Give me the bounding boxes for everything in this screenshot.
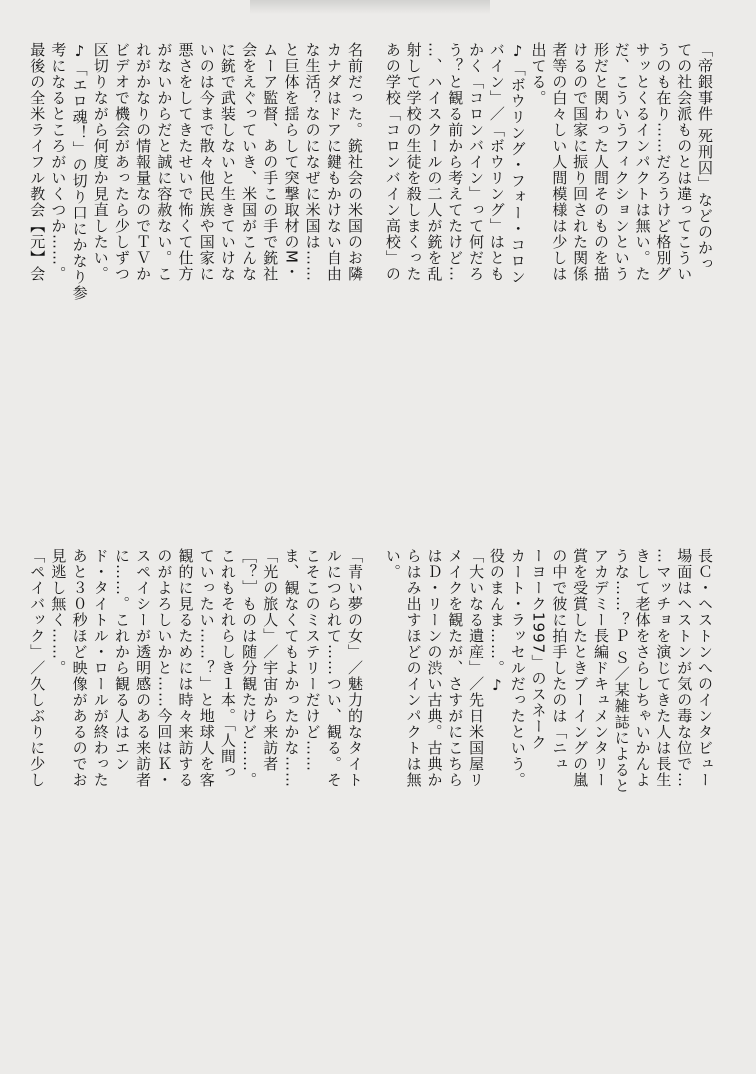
text-column: スペイシーが透明感のある来訪者 xyxy=(134,548,153,788)
text-column: あの学校「コロンバイン高校」の xyxy=(384,42,402,282)
text-column: ♪「エロ魂！」の切り口にかなり参 xyxy=(70,42,89,301)
text-column: ムーア監督、あの手この手で銃社 xyxy=(261,42,280,282)
text-column: 最後の全米ライフル教会【元】会 xyxy=(28,42,47,282)
text-column: がないからだと誠に容赦ない。こ xyxy=(155,42,174,282)
text-block-bottom-right xyxy=(384,548,714,1038)
text-column: ［？］ものは随分観たけど……。 xyxy=(240,548,259,788)
text-column: ていったい……？」と地球人を客 xyxy=(197,548,216,788)
text-column: 「青い夢の女」／魅力的なタイト xyxy=(346,548,364,788)
text-column: うな……？Ｐ Ｓ／某雑誌によると xyxy=(612,548,631,794)
text-column: のがよろしいかと……今回はＫ・ xyxy=(155,548,174,788)
text-column: 区切りながら何度か見直したい。 xyxy=(91,42,110,282)
text-column: …、ハイスクールの二人が銃を乱 xyxy=(425,42,444,282)
text-column: サッとくるインパクトは無い。た xyxy=(633,42,652,282)
text-column: こそこのミステリーだけど…… xyxy=(303,548,322,772)
text-column: 会をえぐっていき、米国がこんな xyxy=(240,42,259,282)
text-column: 考になるところがいくつか……。 xyxy=(49,42,68,282)
text-column: うのも在り……だろうけど格別グ xyxy=(654,42,673,282)
text-column: に銃で武装しないと生きていけな xyxy=(218,42,237,282)
text-column: あと３０秒ほど映像があるのでお xyxy=(70,548,89,788)
text-column: アカデミー長編ドキュメンタリー xyxy=(592,548,610,788)
text-column: これもそれらしき１本。「人間っ xyxy=(218,548,237,781)
text-column: な生活？なのになぜに米国は…… xyxy=(303,42,322,282)
text-column: と巨体を揺らして突撃取材のM・ xyxy=(282,42,301,280)
text-column: に……。これから観る人はエン xyxy=(112,548,131,772)
text-column: 「光の旅人」／宇宙から来訪者 xyxy=(261,548,280,772)
text-column: 「大いなる遺産」／先日米国屋リ xyxy=(467,548,486,788)
text-column: 場面はヘストンが気の毒な位で… xyxy=(675,548,694,788)
text-column: 名前だった。銃社会の米国のお隣 xyxy=(346,42,364,282)
text-column: ルにつられて……つい、観る。そ xyxy=(324,548,343,788)
text-column: かく「コロンバイン」って何だろ xyxy=(467,42,486,282)
text-column: 役のまんま……。♪ xyxy=(488,548,506,695)
text-column: いのは今まで散々他民族や国家に xyxy=(197,42,216,282)
text-column: 「ペイバック」／久しぶりに少し xyxy=(28,548,47,788)
text-column: ド・タイトル・ロールが終わった xyxy=(91,548,110,788)
text-column: い。 xyxy=(384,548,402,580)
text-column: れがかなりの情報量なのでＴＶか xyxy=(134,42,153,282)
text-column: 「帝銀事件 死刑囚」などのかっ xyxy=(696,42,714,272)
text-column: けるので国家に振り回された関係 xyxy=(571,42,590,282)
text-column: …マッチョを演じてきた人は長生 xyxy=(654,548,673,788)
text-column: 者等の白々しい人間模様は少しは xyxy=(550,42,569,282)
text-column: 見逃し無く……。 xyxy=(49,548,68,676)
text-column: う？と観る前から考えてたけど… xyxy=(446,42,465,282)
text-column: ーヨーク1997」のスネーク xyxy=(529,548,548,751)
text-column: の中で彼に拍手したのは「ニュ xyxy=(550,548,569,772)
text-column: ての社会派ものとは違ってこうい xyxy=(675,42,694,282)
text-column: ま、観なくてもよかったかな…… xyxy=(282,548,301,788)
text-column: 長Ｃ・ヘストンへのインタビュー xyxy=(696,548,714,788)
text-block-top-left xyxy=(28,42,364,514)
text-column: きして老体をさらしちゃいかんよ xyxy=(633,548,652,788)
text-column: メイクを観たが、さすがにこちら xyxy=(446,548,465,788)
text-column: 悪さをしてきたせいで怖くて仕方 xyxy=(176,42,195,282)
text-column: らはみ出すほどのインパクトは無 xyxy=(404,548,423,788)
text-block-bottom-left xyxy=(28,548,364,1038)
text-column: ♪「ボウリング・フォー・コロン xyxy=(508,42,527,285)
text-column: 観的に見るためには時々来訪する xyxy=(176,548,195,788)
text-column: ビデオで機会があったら少しずつ xyxy=(112,42,131,282)
text-column: カート・ラッセルだったという。 xyxy=(508,548,527,788)
text-column: 形だと関わった人間そのものを描 xyxy=(592,42,610,282)
text-column: バイン」／「ボウリング」はとも xyxy=(488,42,506,282)
text-block-top-right xyxy=(384,42,714,514)
text-column: だ、こういうフィクションという xyxy=(612,42,631,282)
text-column: 出てる。 xyxy=(529,42,548,106)
text-column: カナダはドアに鍵もかけない自由 xyxy=(324,42,343,282)
text-column: 射して学校の生徒を殺しまくった xyxy=(404,42,423,282)
text-column: 賞を受賞したときブーイングの嵐 xyxy=(571,548,590,788)
page-header-bleed xyxy=(250,0,490,14)
text-column: はＤ・リーンの渋い古典。古典か xyxy=(425,548,444,788)
